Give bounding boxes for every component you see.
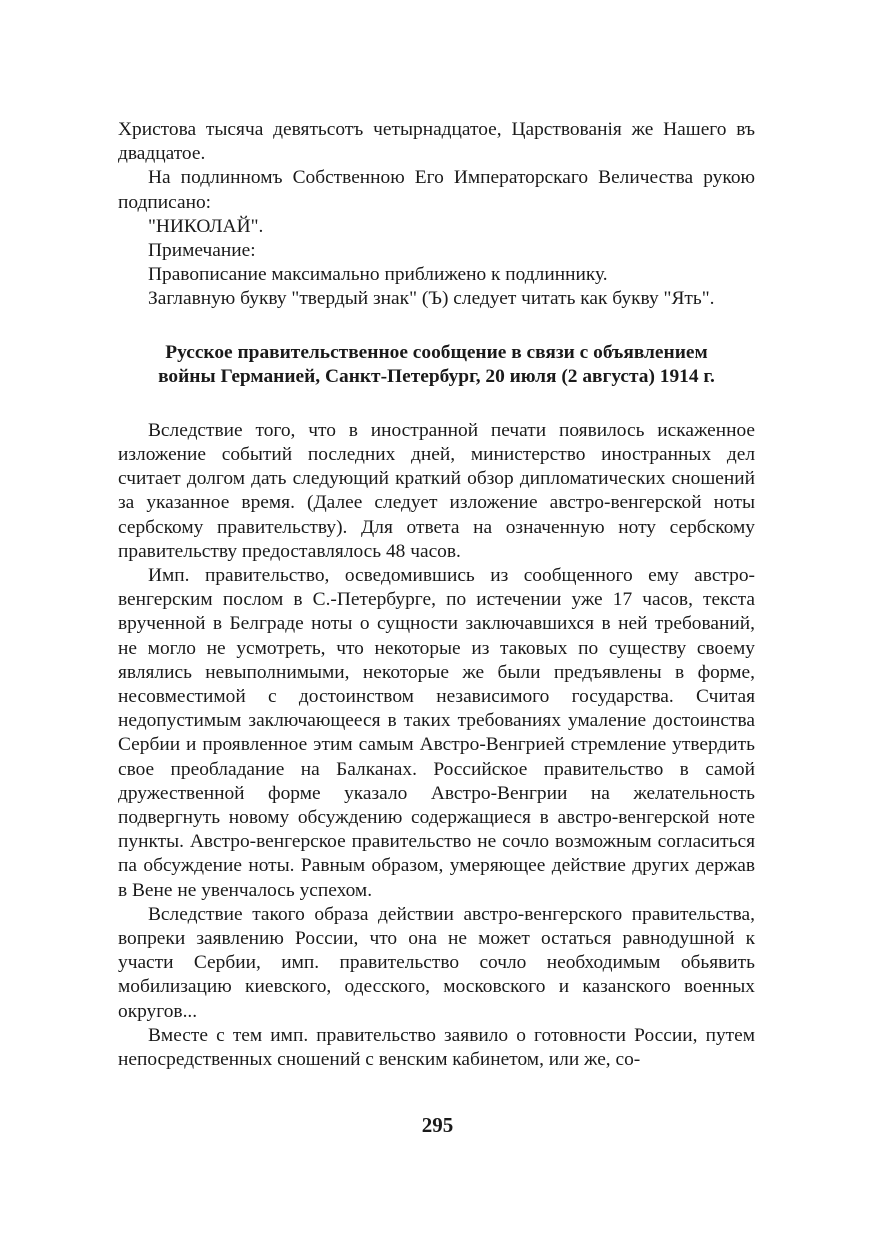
body-paragraph-2: Имп. правительство, осведомившись из сообщенного ему австро-венгерским послом в С.-Петербурге, по истечении уже 17 часов, текста врученной в Белграде ноты о сущности заключавшихся в ней требований, не могло не усмотреть, что некоторые из таковых по существу своему являлись невыполнимыми, некоторые же были предъявлены в форме, несовместимой с достоинством независимого государства. Считая недопустимым заключающееся в таких требованиях умаление достоинства Сербии и проявленное этим самым Австро-Венгрией стремление утвердить свое преобладание на Балканах. Российское правительство в самой дружественной форме указало Австро-Венгрии на желательность подвергнуть новому обсуждению содержащиеся в австро-венгерской ноте пункты. Австро-венгерское правительство не сочло возможным согласиться па обсуждение ноты. Равным образом, умеряющее действие других держав в Вене не увенчалось успехом. [118, 565, 755, 901]
note-spelling: Правописание максимально приближено к подлиннику. [148, 264, 608, 286]
section-heading-line-2: войны Германией, Санкт-Петербург, 20 июля (2 августа) 1914 г. [158, 366, 715, 388]
body-paragraph-3: Вследствие такого образа действии австро-венгерского правительства, вопреки заявлению России, что она не может остаться равнодушной к участи Сербии, имп. правительство сочло необходимым обьявить мобилизацию киевского, одесского, московского и казанского военных округов... [118, 903, 755, 1022]
body-paragraph-4: Вместе с тем имп. правительство заявило о готовности России, путем непосредственных сношений с венским кабинетом, или же, со- [118, 1024, 755, 1071]
signature-intro: На подлинномъ Собственною Его Императорскаго Величества рукою подписано: [118, 167, 755, 213]
note-hard-sign: Заглавную букву "твердый знак" (Ъ) следует читать как букву "Ять". [148, 288, 715, 310]
body-paragraph-1: Вследствие того, что в иностранной печати появилось искаженное изложение событий последних дней, министерство иностранных дел считает долгом дать следующий краткий обзор дипломатических сношений за указанное время. (Далее следует изложение австро-венгерской ноты сербскому правительству). Для ответа на означенную ноту сербскому правительству предоставлялось 48 часов. [118, 419, 755, 562]
section-heading-line-1: Русское правительственное сообщение в связи с объявлением [165, 341, 708, 363]
signature: "НИКОЛАЙ". [148, 215, 264, 237]
continuation-paragraph: Христова тысяча девятьсотъ четырнадцатое, Царствованія же Нашего въ двадцатое. [118, 119, 755, 165]
page-content [118, 118, 755, 1072]
section-heading [118, 341, 755, 390]
note-label: Примечание: [148, 240, 256, 262]
page-number: 295 [421, 1113, 454, 1137]
